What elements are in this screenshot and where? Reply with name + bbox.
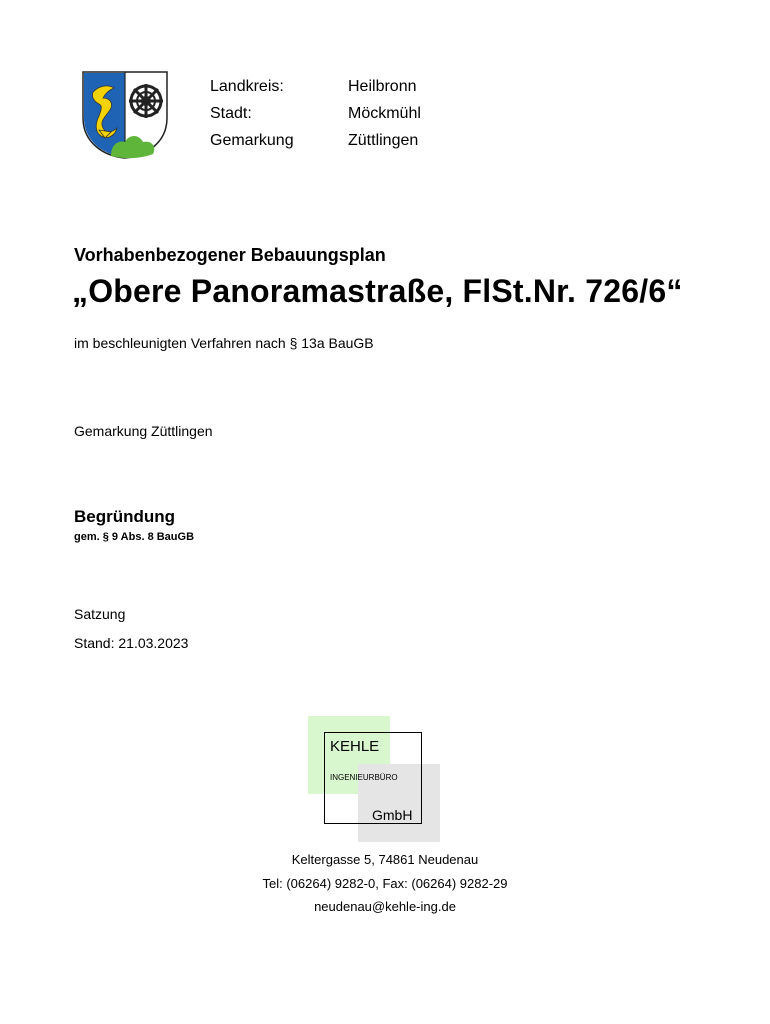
plan-type-heading: Vorhabenbezogener Bebauungsplan [74,245,386,265]
status-date: Stand: 21.03.2023 [74,635,189,651]
address-email[interactable]: neudenau@kehle-ing.de [314,899,456,914]
logo-name: KEHLE [330,738,380,755]
procedure-text: im beschleunigten Verfahren nach § 13a BauGB [74,335,374,351]
address-phone: Tel: (06264) 9282-0, Fax: (06264) 9282-29 [262,876,508,891]
district-label: Landkreis: [210,78,284,95]
city-value: Möckmühl [348,105,421,122]
district-value: Heilbronn [348,78,417,95]
logo-suffix: GmbH [372,807,413,823]
parcel-district-value: Züttlingen [348,132,419,149]
logo-subtitle: INGENIEURBÜRO [330,773,398,782]
page-title: „Obere Panoramastraße, FlSt.Nr. 726/6“ [72,273,683,309]
city-label: Stadt: [210,105,252,122]
district-text: Gemarkung Züttlingen [74,423,213,439]
company-logo [308,716,444,842]
coat-of-arms-icon [81,70,169,160]
section-subheading: gem. § 9 Abs. 8 BauGB [74,531,195,543]
parcel-district-label: Gemarkung [210,132,294,149]
section-heading: Begründung [74,507,176,526]
address-street: Keltergasse 5, 74861 Neudenau [291,852,479,867]
status-text: Satzung [74,606,126,622]
